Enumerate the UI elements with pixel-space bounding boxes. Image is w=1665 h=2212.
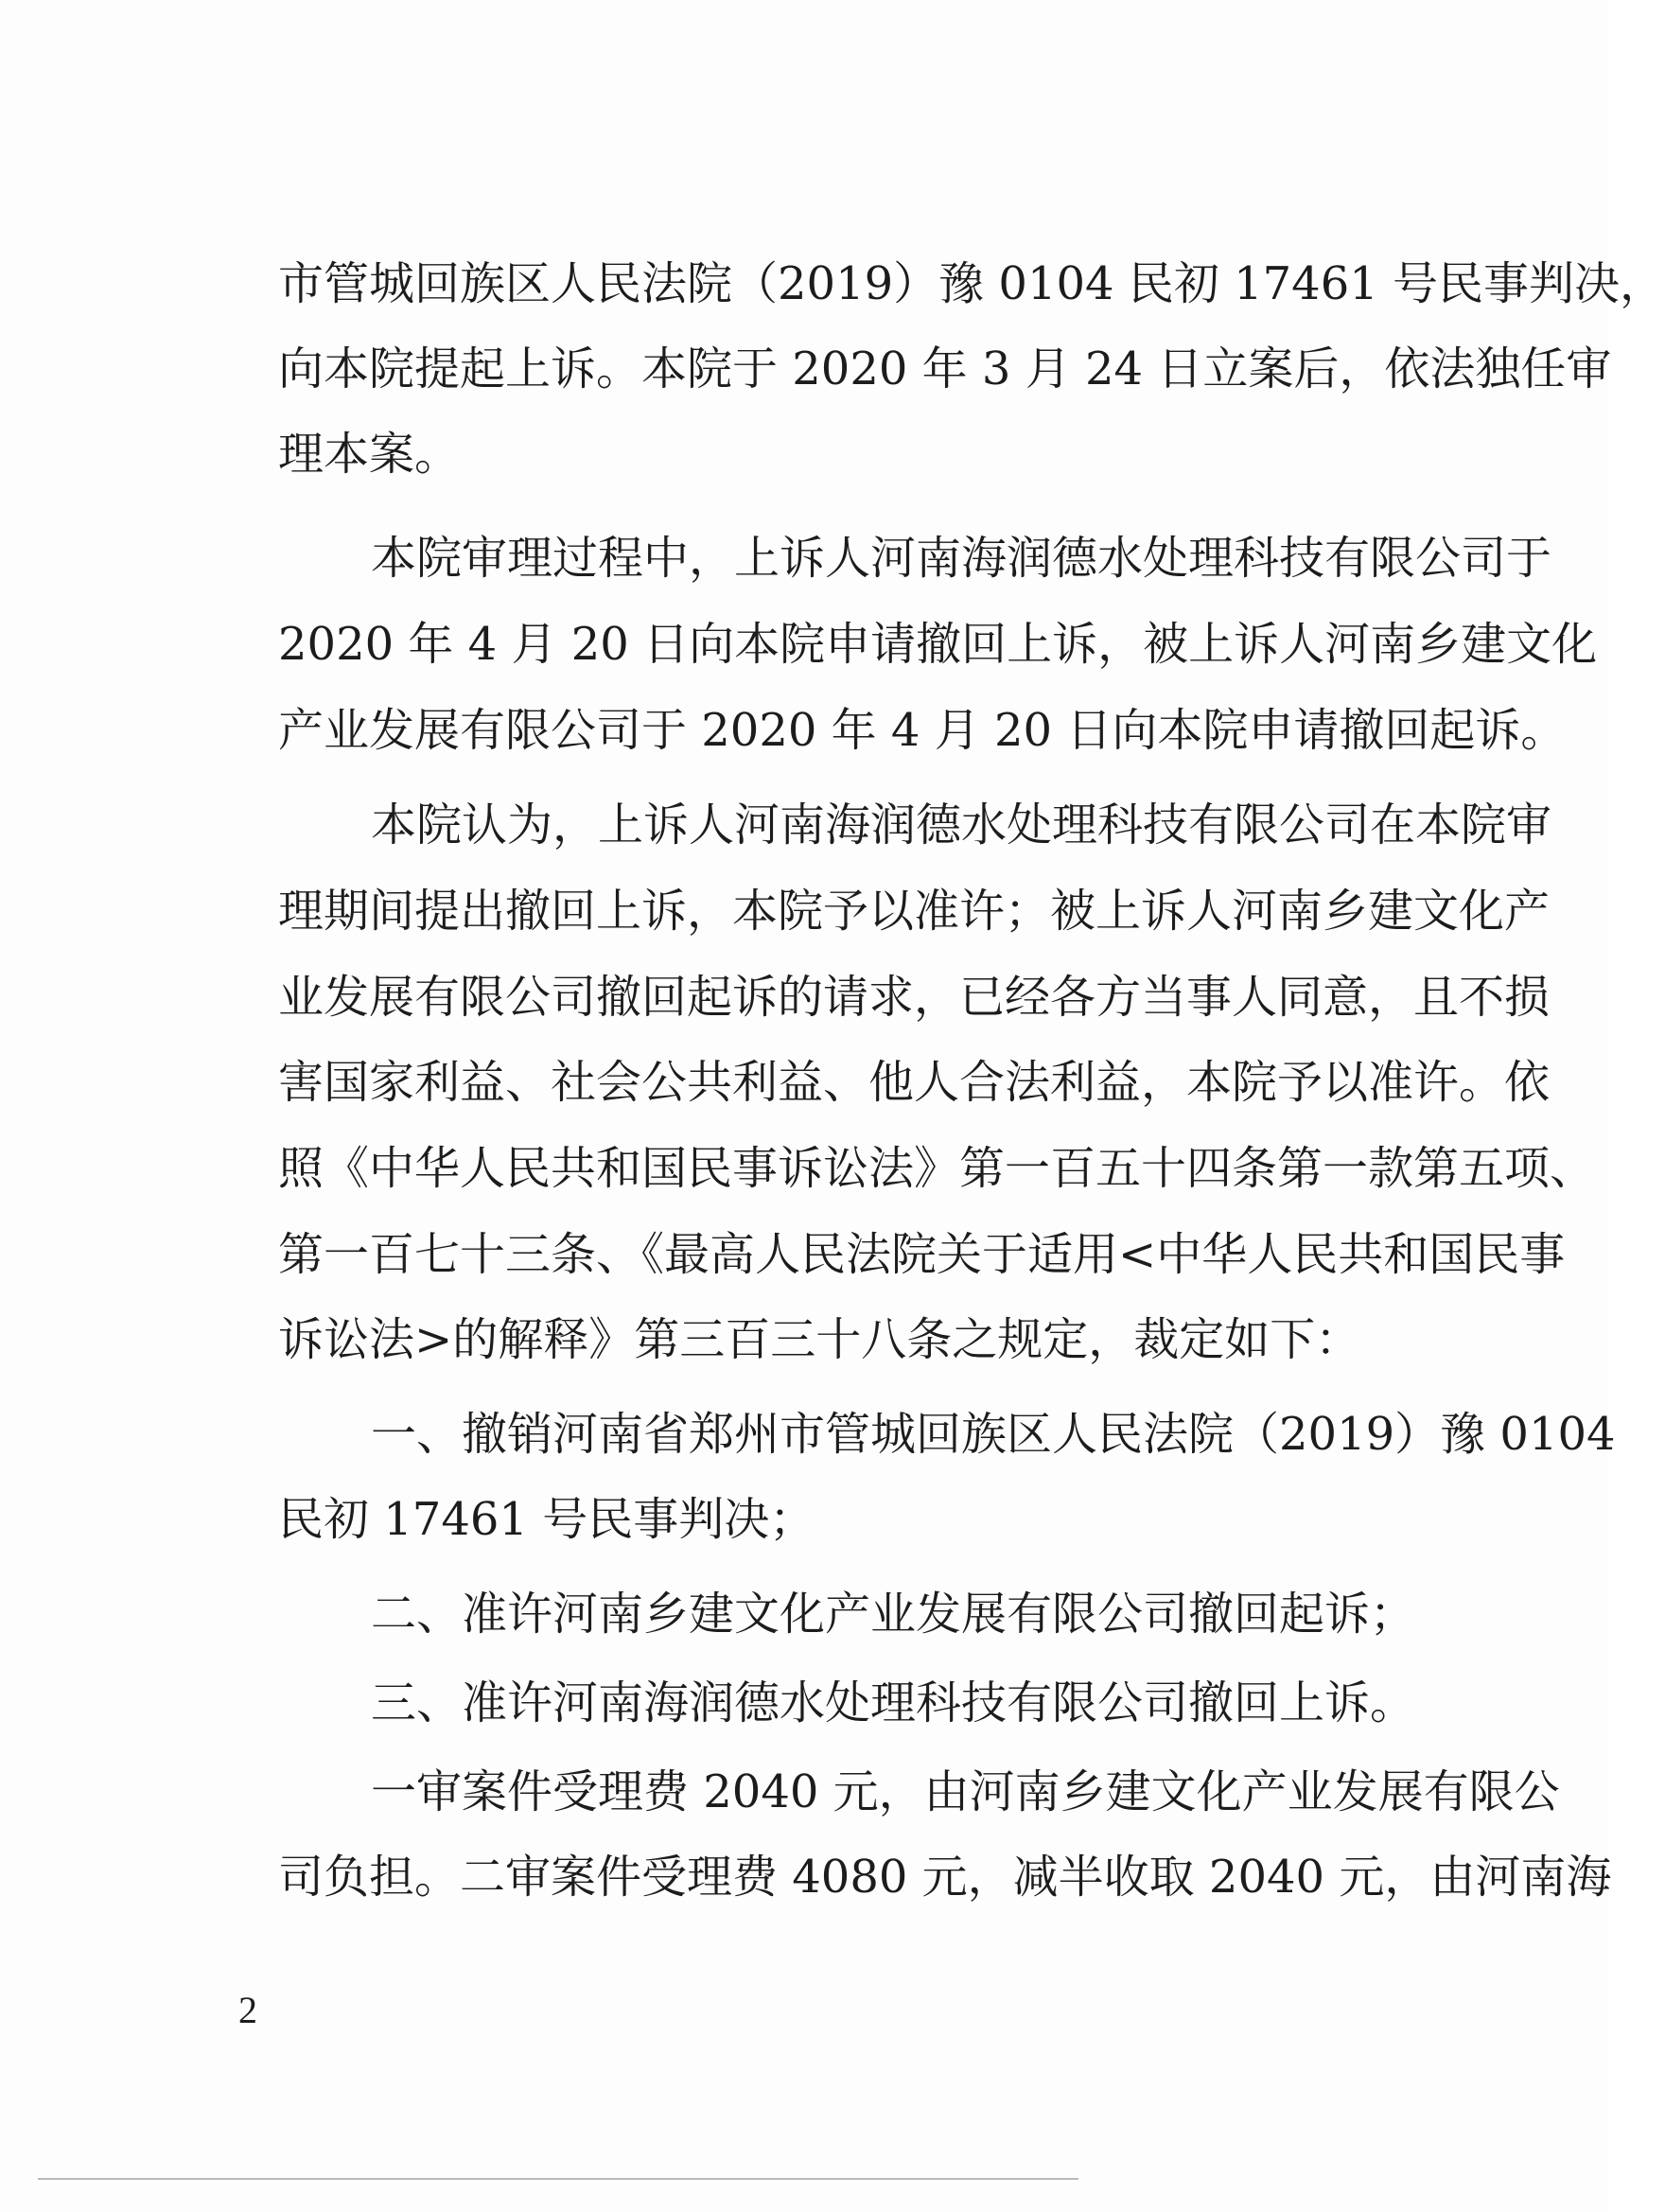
paragraph-line: 诉讼法>的解释》第三百三十八条之规定，裁定如下： [278, 1313, 1361, 1366]
paragraph-line: 本院审理过程中，上诉人河南海润德水处理科技有限公司于 [371, 532, 1552, 585]
paragraph-line: 第一百七十三条、《最高人民法院关于适用<中华人民共和国民事 [278, 1228, 1566, 1281]
paragraph-line: 市管城回族区人民法院（2019）豫 0104 民初 17461 号民事判决， [278, 257, 1665, 310]
paragraph-line: 向本院提起上诉。本院于 2020 年 3 月 24 日立案后，依法独任审 [278, 342, 1612, 395]
paragraph-line: 理期间提出撤回上诉，本院予以准许；被上诉人河南乡建文化产 [278, 885, 1551, 938]
scan-edge-line [38, 2178, 1078, 2180]
paragraph-line: 2020 年 4 月 20 日向本院申请撤回上诉，被上诉人河南乡建文化 [278, 618, 1598, 671]
fee-paragraph-line: 司负担。二审案件受理费 4080 元，减半收取 2040 元，由河南海 [278, 1851, 1612, 1904]
ruling-item-2: 二、准许河南乡建文化产业发展有限公司撤回起诉； [371, 1588, 1416, 1641]
paragraph-line: 照《中华人民共和国民事诉讼法》第一百五十四条第一款第五项、 [278, 1142, 1596, 1195]
fee-paragraph-line: 一审案件受理费 2040 元，由河南乡建文化产业发展有限公 [371, 1765, 1560, 1818]
ruling-item-1: 一、撤销河南省郑州市管城回族区人民法院（2019）豫 0104 [371, 1408, 1616, 1461]
ruling-item-3: 三、准许河南海润德水处理科技有限公司撤回上诉。 [371, 1677, 1416, 1729]
paragraph-line: 产业发展有限公司于 2020 年 4 月 20 日向本院申请撤回起诉。 [278, 704, 1567, 757]
ruling-item-1-continued: 民初 17461 号民事判决； [278, 1493, 815, 1546]
paragraph-line: 业发展有限公司撤回起诉的请求，已经各方当事人同意，且不损 [278, 971, 1551, 1024]
paragraph-line: 理本案。 [278, 428, 461, 481]
paragraph-line: 害国家利益、社会公共利益、他人合法利益，本院予以准许。依 [278, 1056, 1551, 1109]
paragraph-line: 本院认为，上诉人河南海润德水处理科技有限公司在本院审 [371, 799, 1552, 851]
page-number: 2 [238, 1989, 257, 2031]
